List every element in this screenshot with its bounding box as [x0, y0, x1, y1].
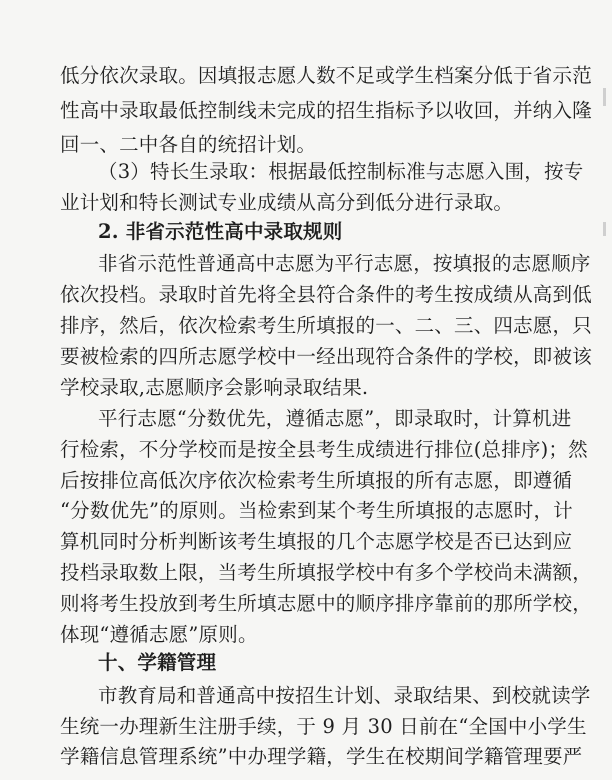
- scan-mark: [603, 222, 606, 236]
- text-line: 依次投档。录取时首先将全县符合条件的考生按成绩从高到低: [60, 283, 592, 306]
- text-line: 后按排位高低次序依次检索考生所填报的所有志愿，即遵循: [60, 469, 573, 492]
- text-line: 投档录取数上限，当考生所填报学校中有多个学校尚未满额，: [60, 561, 592, 584]
- text-line: 回一、二中各自的统招计划。: [60, 133, 317, 156]
- text-line: 则将考生投放到考生所填志愿中的顺序排序靠前的那所学校，: [60, 592, 592, 615]
- text-line: 低分依次录取。因填报志愿人数不足或学生档案分低于省示范: [60, 64, 592, 87]
- text-line: 生统一办理新生注册手续，于 9 月 30 日前在“全国中小学生: [60, 715, 587, 738]
- text-line: 非省示范性普通高中志愿为平行志愿，按填报的志愿顺序: [98, 252, 591, 275]
- section-heading: 十、学籍管理: [98, 651, 217, 674]
- section-heading: 2. 非省示范性高中录取规则: [98, 220, 343, 243]
- text-line: “分数优先”的原则。当检索到某个考生所填报的志愿时，计: [60, 499, 573, 522]
- text-line: 排序，然后，依次检索考生所填报的一、二、三、四志愿，只: [60, 314, 592, 337]
- text-line: 学籍信息管理系统”中办理学籍，学生在校期间学籍管理要严: [60, 745, 583, 768]
- text-line: 业计划和特长测试专业成绩从高分到低分进行录取。: [60, 191, 514, 214]
- text-line: 市教育局和普通高中按招生计划、录取结果、到校就读学: [98, 684, 591, 707]
- text-line: 体现“遵循志愿”原则。: [60, 623, 258, 646]
- text-line: 平行志愿“分数优先，遵循志愿”，即录取时，计算机进: [98, 407, 572, 430]
- text-line: 算机同时分析判断该考生填报的几个志愿学校是否已达到应: [60, 530, 573, 553]
- text-line: 性高中录取最低控制线未完成的招生指标予以收回，并纳入隆: [60, 99, 592, 122]
- text-line: 行检索，不分学校而是按全县考生成绩进行排位(总排序)；然: [60, 438, 588, 461]
- scan-mark: [603, 88, 606, 106]
- text-line: 要被检索的四所志愿学校中一经出现符合条件的学校，即被该: [60, 345, 592, 368]
- text-line: 学校录取,志愿顺序会影响录取结果.: [60, 376, 369, 399]
- text-line: （3）特长生录取：根据最低控制标准与志愿入围，按专: [98, 160, 584, 183]
